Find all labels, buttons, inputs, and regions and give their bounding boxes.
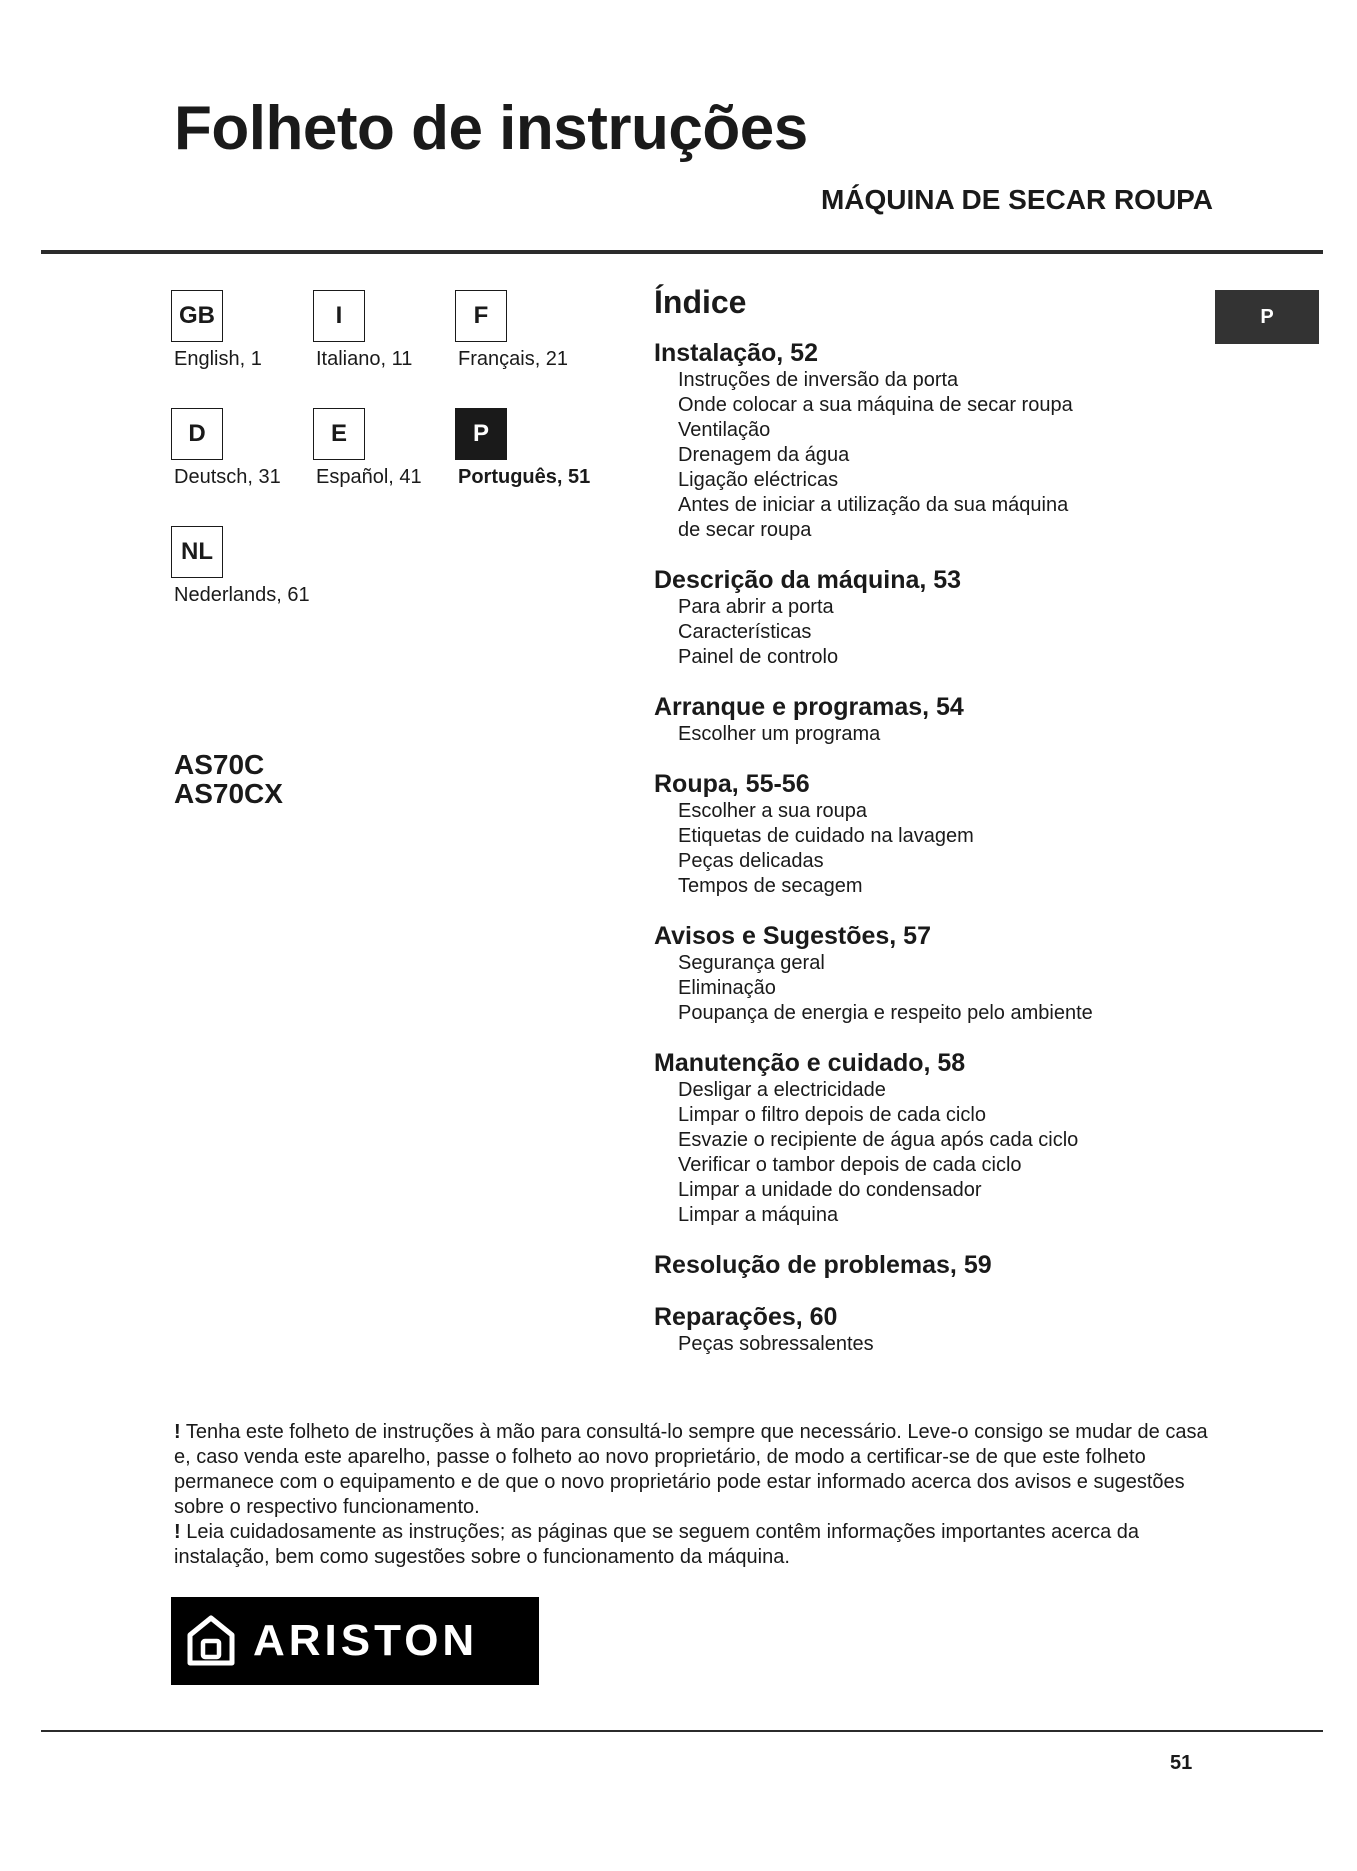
language-label-gb[interactable]: English, 1 (174, 348, 262, 370)
language-box-p-active[interactable]: P (455, 408, 507, 460)
toc-item[interactable]: Limpar o filtro depois de cada ciclo (678, 1104, 986, 1126)
toc-item[interactable]: Ligação eléctricas (678, 469, 839, 491)
model-numbers (174, 750, 283, 808)
page-title: Folheto de instruções (174, 94, 808, 163)
toc-section-description (654, 565, 1214, 670)
language-box-d[interactable]: D (171, 408, 223, 460)
toc-heading[interactable]: Roupa, 55-56 (654, 770, 810, 798)
toc-section-warnings (654, 921, 1214, 1026)
model-number: AS70C (174, 749, 265, 780)
language-label-p-active[interactable]: Português, 51 (458, 466, 591, 488)
toc-heading[interactable]: Avisos e Sugestões, 57 (654, 922, 931, 950)
toc-item[interactable]: Peças delicadas (678, 850, 824, 872)
toc-item[interactable]: Esvazie o recipiente de água após cada ciclo (678, 1129, 1079, 1151)
toc-heading[interactable]: Manutenção e cuidado, 58 (654, 1049, 966, 1077)
toc-item[interactable]: Limpar a máquina (678, 1204, 839, 1226)
house-icon (185, 1613, 237, 1669)
toc-item[interactable]: Onde colocar a sua máquina de secar roupa (678, 394, 1073, 416)
language-label-e[interactable]: Español, 41 (316, 466, 422, 488)
toc-section-troubleshooting (654, 1250, 1214, 1280)
toc-item[interactable]: Poupança de energia e respeito pelo ambiente (678, 1002, 1093, 1024)
model-number: AS70CX (174, 778, 283, 809)
note-paragraph (174, 1520, 1224, 1570)
note-text: Tenha este folheto de instruções à mão para consultá-lo sempre que necessário. Leve-o consigo se mudar de casa e, caso venda este aparelho, passe o folheto ao novo proprietário, de modo a certificar-se de que este folheto permanece com o equipamento e de que o novo proprietário pode estar informado acerca dos avisos e sugestões sobre o respectivo funcionamento. (174, 1421, 1208, 1518)
brand-name: ARISTON (253, 1616, 479, 1665)
page-number: 51 (1170, 1752, 1193, 1774)
toc-section-repairs (654, 1302, 1214, 1357)
bottom-divider (41, 1730, 1323, 1732)
toc-section-maintenance (654, 1048, 1214, 1228)
toc-item[interactable]: Ventilação (678, 419, 771, 441)
language-box-nl[interactable]: NL (171, 526, 223, 578)
table-of-contents (654, 338, 1214, 1379)
top-divider (41, 250, 1323, 254)
toc-section-startup (654, 692, 1214, 747)
toc-item[interactable]: Instruções de inversão da porta (678, 369, 959, 391)
language-label-nl[interactable]: Nederlands, 61 (174, 584, 310, 606)
toc-item[interactable]: Escolher a sua roupa (678, 800, 868, 822)
exclamation-icon: ! (174, 1521, 181, 1543)
product-subtitle: MÁQUINA DE SECAR ROUPA (820, 184, 1213, 215)
toc-heading[interactable]: Descrição da máquina, 53 (654, 566, 962, 594)
toc-item[interactable]: Etiquetas de cuidado na lavagem (678, 825, 974, 847)
toc-item[interactable]: Segurança geral (678, 952, 825, 974)
toc-item[interactable]: Desligar a electricidade (678, 1079, 886, 1101)
toc-item[interactable]: de secar roupa (678, 519, 812, 541)
toc-item[interactable]: Características (678, 621, 812, 643)
toc-item[interactable]: Eliminação (678, 977, 776, 999)
ariston-logo (171, 1597, 539, 1685)
language-label-i[interactable]: Italiano, 11 (316, 348, 413, 370)
language-box-gb[interactable]: GB (171, 290, 223, 342)
language-tab: P (1215, 290, 1319, 344)
language-label-f[interactable]: Français, 21 (458, 348, 569, 370)
toc-item[interactable]: Limpar a unidade do condensador (678, 1179, 982, 1201)
toc-item[interactable]: Escolher um programa (678, 723, 881, 745)
toc-item[interactable]: Antes de iniciar a utilização da sua máquina (678, 494, 1069, 516)
exclamation-icon: ! (174, 1421, 181, 1443)
toc-heading[interactable]: Arranque e programas, 54 (654, 693, 964, 721)
language-box-f[interactable]: F (455, 290, 507, 342)
note-paragraph (174, 1420, 1224, 1520)
toc-item[interactable]: Drenagem da água (678, 444, 850, 466)
language-label-d[interactable]: Deutsch, 31 (174, 466, 281, 488)
language-box-i[interactable]: I (313, 290, 365, 342)
toc-item[interactable]: Verificar o tambor depois de cada ciclo (678, 1154, 1022, 1176)
toc-heading[interactable]: Instalação, 52 (654, 339, 818, 367)
toc-section-laundry (654, 769, 1214, 899)
toc-item[interactable]: Para abrir a porta (678, 596, 834, 618)
toc-heading[interactable]: Reparações, 60 (654, 1303, 838, 1331)
toc-heading[interactable]: Resolução de problemas, 59 (654, 1251, 992, 1279)
note-text: Leia cuidadosamente as instruções; as páginas que se seguem contêm informações importantes acerca da instalação, bem como sugestões sobre o funcionamento da máquina. (174, 1521, 1139, 1568)
toc-section-installation (654, 338, 1214, 543)
toc-item[interactable]: Peças sobressalentes (678, 1333, 874, 1355)
language-box-e[interactable]: E (313, 408, 365, 460)
toc-item[interactable]: Painel de controlo (678, 646, 839, 668)
index-title: Índice (654, 284, 747, 320)
safety-notes (174, 1420, 1224, 1570)
toc-item[interactable]: Tempos de secagem (678, 875, 863, 897)
